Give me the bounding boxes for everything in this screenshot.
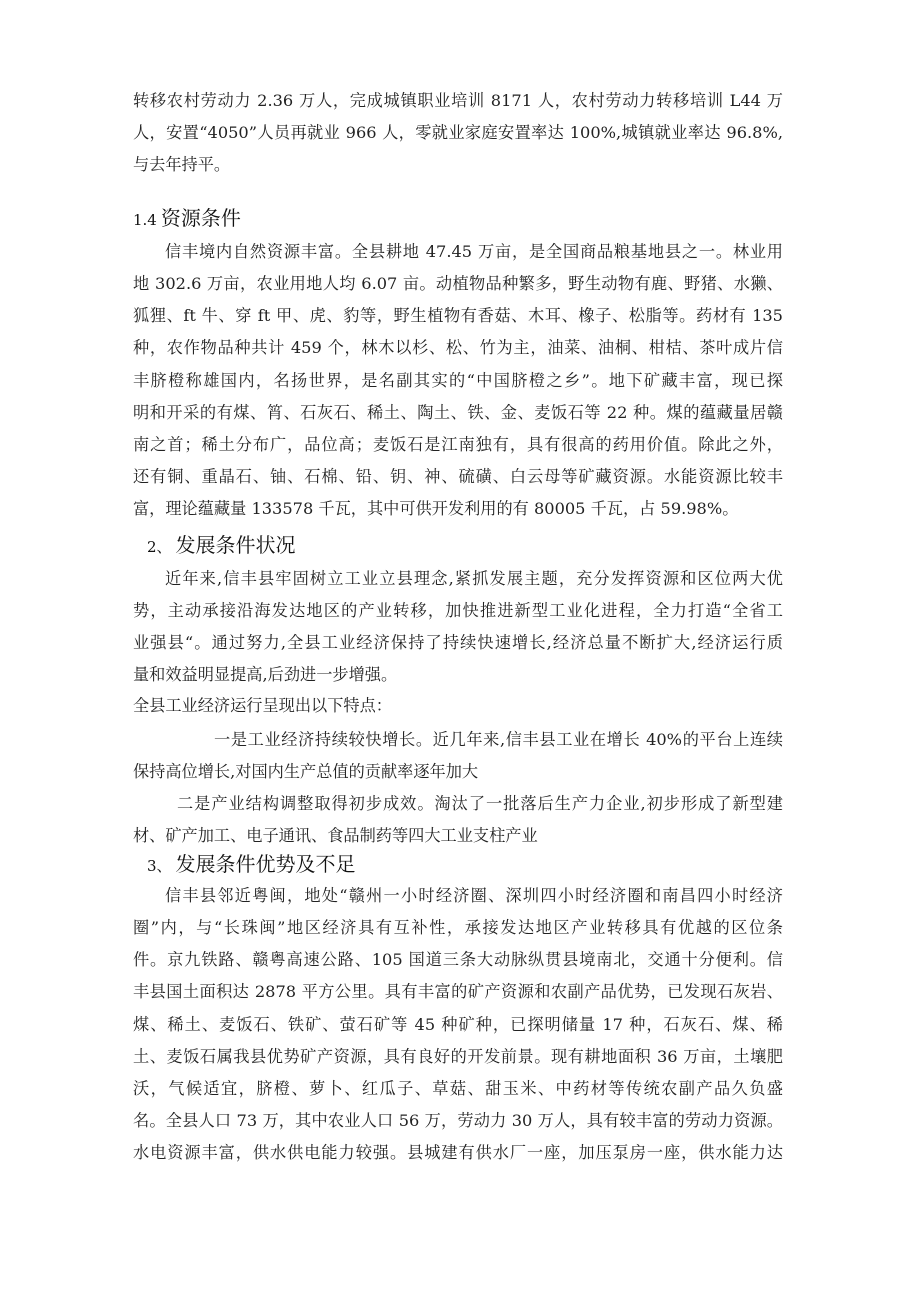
s3-line-2: 圈”内，与“长珠闽”地区经济具有互补性，承接发达地区产业转移具有优越的区位条 xyxy=(133,918,783,937)
s2-line-7: 保持高位增长,对国内生产总值的贡献率逐年加大 xyxy=(133,762,479,781)
intro-line-3: 与去年持平。 xyxy=(133,155,231,174)
s2-line-9: 材、矿产加工、电子通讯、食品制药等四大工业支柱产业 xyxy=(133,826,538,845)
section-1-4-heading xyxy=(133,205,241,233)
s3-line-8: 名。全县人口 73 万，其中农业人口 56 万，劳动力 30 万人，具有较丰富的劳动力资源。 xyxy=(133,1111,783,1130)
s3-line-3: 件。京九铁路、赣粤高速公路、105 国道三条大动脉纵贯县境南北，交通十分便利。信 xyxy=(133,950,783,969)
intro-line-1: 转移农村劳动力 2.36 万人，完成城镇职业培训 8171 人，农村劳动力转移培训 L44 万 xyxy=(133,91,783,110)
s2-line-5: 全县工业经济运行呈现出以下特点： xyxy=(133,696,392,715)
section-2-title: 发展条件状况 xyxy=(175,533,296,557)
s3-line-4: 丰县国土面积达 2878 平方公里。具有丰富的矿产资源和农副产品优势，已发现石灰岩、 xyxy=(133,982,783,1001)
s2-line-6: 一是工业经济持续较快增长。近几年来,信丰县工业在增长 40%的平台上连续 xyxy=(214,730,783,749)
s14-line-7: 南之首；稀土分布广，品位高；麦饭石是江南独有，具有很高的药用价值。除此之外， xyxy=(133,435,783,454)
s2-line-8: 二是产业结构调整取得初步成效。淘汰了一批落后生产力企业,初步形成了新型建 xyxy=(177,794,783,813)
s14-line-6: 明和开采的有煤、筲、石灰石、稀土、陶土、铁、金、麦饭石等 22 种。煤的蕴藏量居赣 xyxy=(133,403,783,422)
s14-line-9: 富，理论蕴藏量 133578 千瓦，其中可供开发利用的有 80005 千瓦，占 59.98%。 xyxy=(133,499,739,518)
s2-line-2: 势，主动承接沿海发达地区的产业转移，加快推进新型工业化进程，全力打造“全省工 xyxy=(133,601,783,620)
section-1-4-title: 资源条件 xyxy=(160,206,241,230)
section-3-heading xyxy=(147,851,356,879)
section-3-number: 3、 xyxy=(147,857,172,875)
s3-line-5: 煤、稀土、麦饭石、铁矿、萤石矿等 45 种矿种，已探明储量 17 种，石灰石、煤、稀 xyxy=(133,1015,783,1034)
section-2-heading xyxy=(147,532,296,560)
section-3-title: 发展条件优势及不足 xyxy=(175,852,356,876)
s14-line-5: 丰脐橙称雄国内，名扬世界，是名副其实的“中国脐橙之乡”。地下矿藏丰富，现已探 xyxy=(133,371,783,390)
intro-line-2: 人，安置“4050”人员再就业 966 人，零就业家庭安置率达 100%,城镇就业率达 96.8%, xyxy=(133,123,783,142)
s2-line-3: 业强县“。通过努力,全县工业经济保持了持续快速增长,经济总量不断扩大,经济运行质 xyxy=(133,633,783,652)
s14-line-8: 还有铜、重晶石、铀、石棉、铅、钥、神、硫磺、白云母等矿藏资源。水能资源比较丰 xyxy=(133,467,783,486)
s14-line-4: 种，农作物品种共计 459 个，林木以杉、松、竹为主，油菜、油桐、柑桔、茶叶成片信 xyxy=(133,338,783,357)
s14-line-2: 地 302.6 万亩，农业用地人均 6.07 亩。动植物品种繁多，野生动物有鹿、野猪、水獭、 xyxy=(133,274,783,293)
s14-line-1: 信丰境内自然资源丰富。全县耕地 47.45 万亩，是全国商品粮基地县之一。林业用 xyxy=(165,242,783,261)
s2-line-1: 近年来,信丰县牢固树立工业立县理念,紧抓发展主题，充分发挥资源和区位两大优 xyxy=(165,569,783,588)
s3-line-6: 土、麦饭石属我县优势矿产资源，具有良好的开发前景。现有耕地面积 36 万亩，土壤肥 xyxy=(133,1047,783,1066)
s14-line-3: 狐狸、ft 牛、穿 ft 甲、虎、豹等，野生植物有香菇、木耳、橡子、松脂等。药材有 135 xyxy=(133,306,783,325)
s3-line-1: 信丰县邻近粤闽，地处“赣州一小时经济圈、深圳四小时经济圈和南昌四小时经济 xyxy=(165,886,783,905)
s2-line-4: 量和效益明显提高,后劲进一步增强。 xyxy=(133,665,398,684)
section-1-4-number: 1.4 xyxy=(133,211,157,229)
s3-line-9: 水电资源丰富，供水供电能力较强。县城建有供水厂一座，加压泵房一座，供水能力达 xyxy=(133,1143,783,1162)
s3-line-7: 沃，气候适宜，脐橙、萝卜、红瓜子、草菇、甜玉米、中药材等传统农副产品久负盛 xyxy=(133,1079,783,1098)
section-2-number: 2、 xyxy=(147,538,172,556)
